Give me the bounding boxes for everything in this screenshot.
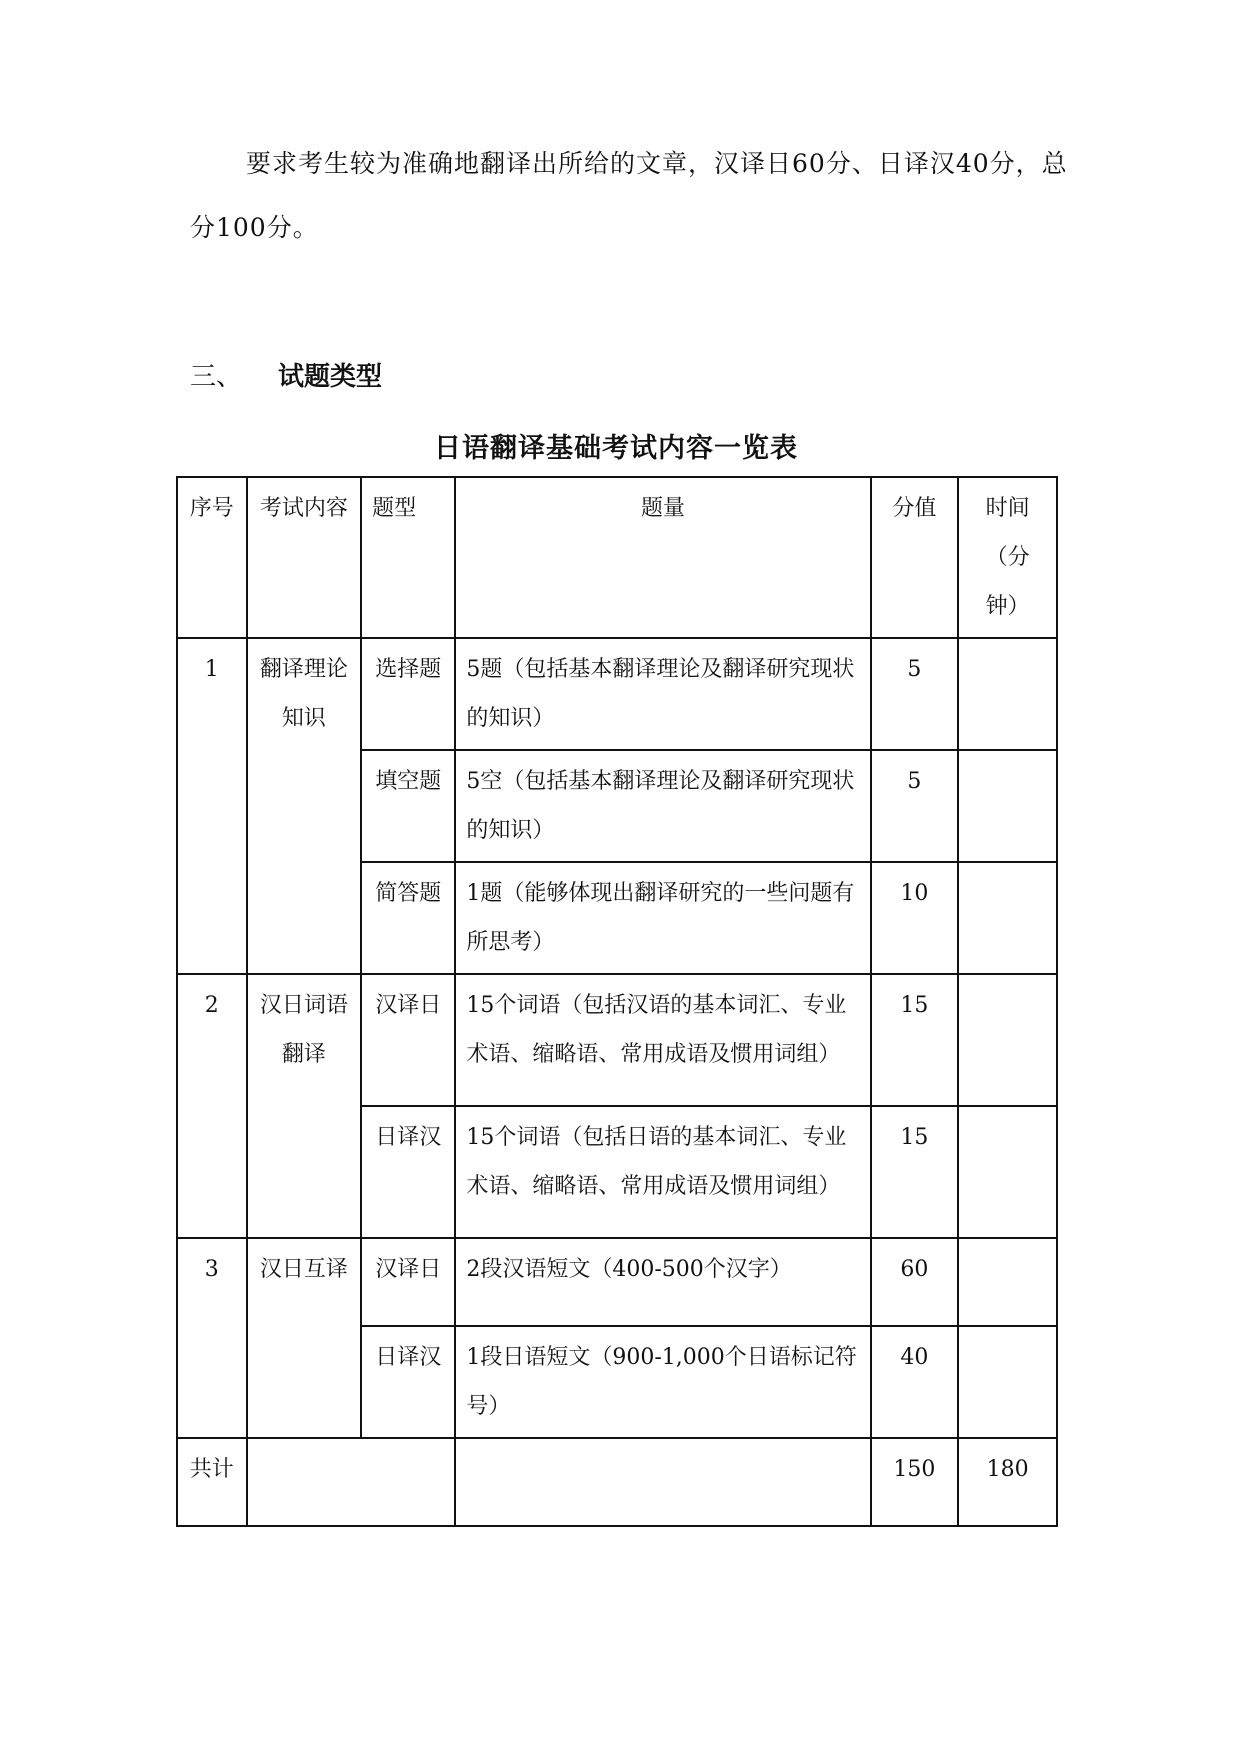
header-cell: 题量 [455, 477, 870, 638]
row-amount: 15个词语（包括日语的基本词汇、专业术语、缩略语、常用成语及惯用词组） [455, 1106, 870, 1238]
row-content: 翻译理论知识 [247, 638, 361, 974]
row-content: 汉日互译 [247, 1238, 361, 1438]
row-time [958, 974, 1057, 1106]
row-number: 3 [177, 1238, 247, 1438]
row-amount: 5空（包括基本翻译理论及翻译研究现状的知识） [455, 750, 870, 862]
section-title: 试题类型 [278, 362, 383, 392]
header-cell: 考试内容 [247, 477, 361, 638]
row-time [958, 638, 1057, 750]
row-score: 15 [871, 1106, 959, 1238]
header-cell: 序号 [177, 477, 247, 638]
row-amount: 5题（包括基本翻译理论及翻译研究现状的知识） [455, 638, 870, 750]
row-score: 10 [871, 862, 959, 974]
row-score: 5 [871, 750, 959, 862]
total-amount [455, 1438, 870, 1526]
total-score: 150 [871, 1438, 959, 1526]
row-type: 填空题 [361, 750, 455, 862]
row-amount: 15个词语（包括汉语的基本词汇、专业术语、缩略语、常用成语及惯用词组） [455, 974, 870, 1106]
section-number: 三、 [190, 362, 243, 392]
table-row [177, 638, 1057, 750]
table-row [177, 1238, 1057, 1326]
row-time [958, 750, 1057, 862]
row-time [958, 1238, 1057, 1326]
total-content [247, 1438, 456, 1526]
row-type: 选择题 [361, 638, 455, 750]
table-header-row [177, 477, 1057, 638]
row-amount: 2段汉语短文（400-500个汉字） [455, 1238, 870, 1326]
row-number: 1 [177, 638, 247, 974]
row-score: 60 [871, 1238, 959, 1326]
header-cell: 题型 [361, 477, 455, 638]
row-type: 日译汉 [361, 1106, 455, 1238]
header-cell: 时间（分钟） [958, 477, 1057, 638]
row-content: 汉日词语翻译 [247, 974, 361, 1238]
row-number: 2 [177, 974, 247, 1238]
row-type: 汉译日 [361, 974, 455, 1106]
row-type: 汉译日 [361, 1238, 455, 1326]
total-time: 180 [958, 1438, 1057, 1526]
row-type: 简答题 [361, 862, 455, 974]
row-time [958, 862, 1057, 974]
table-row [177, 974, 1057, 1106]
row-time [958, 1106, 1057, 1238]
row-type: 日译汉 [361, 1326, 455, 1438]
row-score: 40 [871, 1326, 959, 1438]
row-amount: 1题（能够体现出翻译研究的一些问题有所思考） [455, 862, 870, 974]
row-amount: 1段日语短文（900-1,000个日语标记符号） [455, 1326, 870, 1438]
table-total-row [177, 1438, 1057, 1526]
row-score: 5 [871, 638, 959, 750]
header-cell: 分值 [871, 477, 959, 638]
section-heading [190, 356, 382, 393]
intro-paragraph: 要求考生较为准确地翻译出所给的文章，汉译日60分、日译汉40分，总分100分。 [190, 149, 1068, 242]
exam-content-table [176, 476, 1058, 1527]
row-time [958, 1326, 1057, 1438]
row-score: 15 [871, 974, 959, 1106]
total-label: 共计 [177, 1438, 247, 1526]
table-title: 日语翻译基础考试内容一览表 [434, 433, 798, 464]
